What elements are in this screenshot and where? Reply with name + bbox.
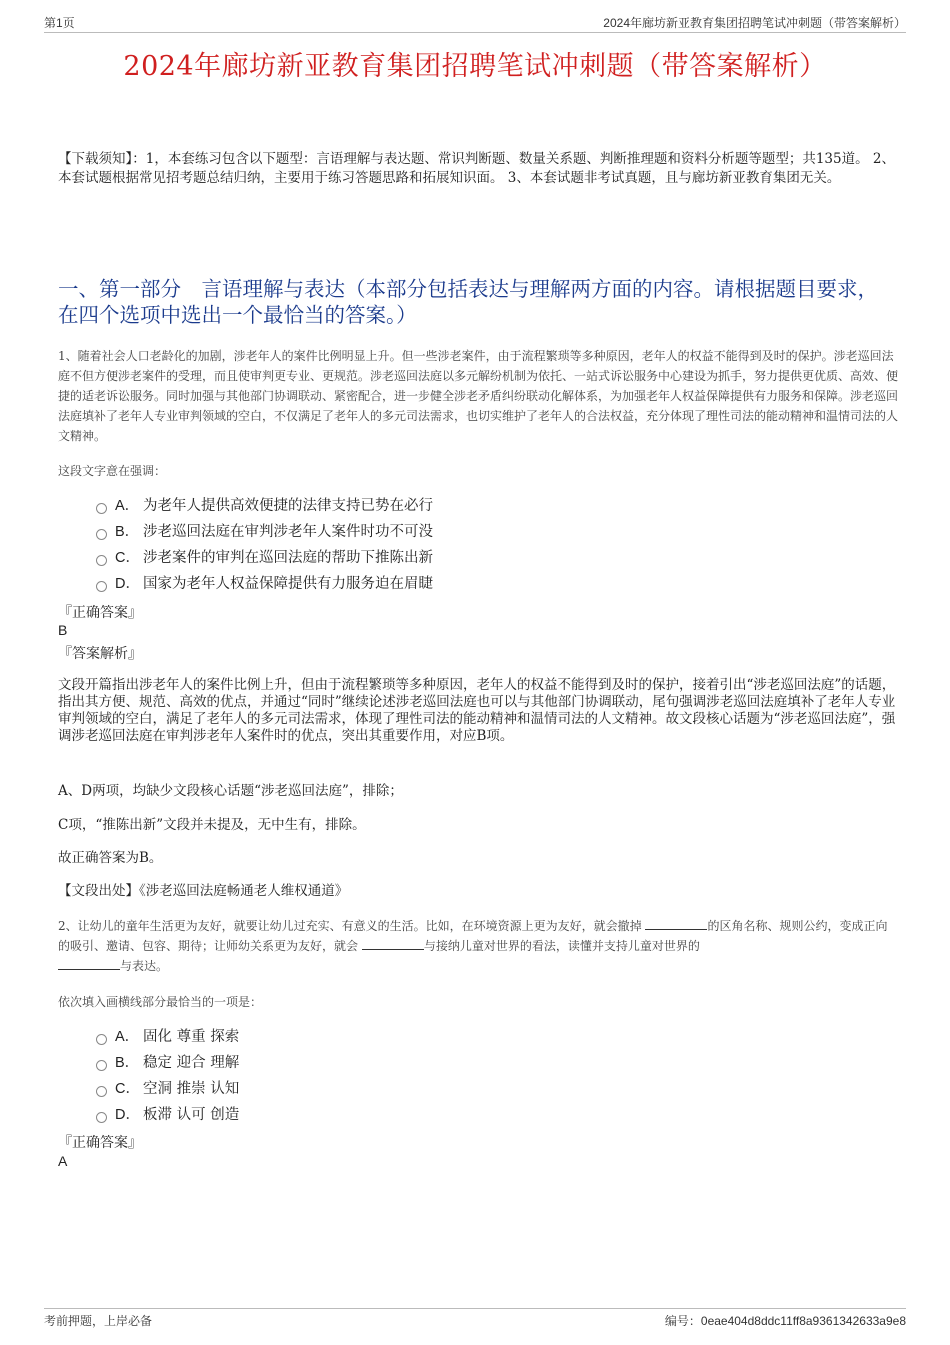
answer-value: A xyxy=(58,1153,68,1169)
question-2-stem: 依次填入画横线部分最恰当的一项是： xyxy=(58,995,263,1009)
page-footer xyxy=(44,1312,906,1330)
analysis-line: A、D两项，均缺少文段核心话题“涉老巡回法庭”，排除； xyxy=(58,783,403,799)
download-notice: 【下载须知】：1，本套练习包含以下题型：言语理解与表达题、常识判断题、数量关系题、判断推理题和资料分析题等题型；共135道。 2、本套试题根据常见招考题总结归纳，主要用于练习答题思路和拓展知识面。 3、本套试题非考试真题，且与廊坊新亚教育集团无关。 xyxy=(58,151,895,186)
radio-icon[interactable] xyxy=(96,529,107,540)
analysis-label: 『答案解析』 xyxy=(58,646,142,662)
option-d[interactable]: D． 板滞 认可 创造 xyxy=(96,1102,596,1128)
option-a[interactable]: A． 固化 尊重 探索 xyxy=(96,1024,596,1050)
fill-blank xyxy=(645,917,707,930)
fill-blank xyxy=(362,937,424,950)
analysis-line: C项，“推陈出新”文段并未提及，无中生有，排除。 xyxy=(58,817,366,833)
page-number: 第1页 xyxy=(44,16,75,30)
analysis-line: 故正确答案为B。 xyxy=(58,850,163,866)
option-c[interactable]: C． 涉老案件的审判在巡回法庭的帮助下推陈出新 xyxy=(96,545,596,571)
fill-blank xyxy=(58,957,120,970)
document-id: 编号：0eae404d8ddc11ff8a9361342633a9e8 xyxy=(664,1314,906,1328)
section-heading: 一、第一部分 言语理解与表达（本部分包括表达与理解两方面的内容。请根据题目要求，在四个选项中选出一个最恰当的答案。） xyxy=(58,277,878,327)
radio-icon[interactable] xyxy=(96,1112,107,1123)
document-title: 2024年廊坊新亚教育集团招聘笔试冲刺题（带答案解析） xyxy=(123,51,827,82)
option-d[interactable]: D． 国家为老年人权益保障提供有力服务迫在眉睫 xyxy=(96,571,596,597)
option-b[interactable]: B． 涉老巡回法庭在审判涉老年人案件时功不可没 xyxy=(96,519,596,545)
answer-label: 『正确答案』 xyxy=(58,605,142,621)
question-1-options xyxy=(96,493,596,597)
answer-value: B xyxy=(58,622,68,638)
answer-label: 『正确答案』 xyxy=(58,1135,142,1151)
option-c[interactable]: C． 空洞 推崇 认知 xyxy=(96,1076,596,1102)
question-2-text: 2、让幼儿的童年生活更为友好，就要让幼儿过充实、有意义的生活。比如，在环境资源上更为友好，就会撤掉 的区角名称、规则公约，变成正向的吸引、邀请、包容、期待；让师幼关系更为友好，就会 与接纳儿童对世界的看法，读懂并支持儿童对世界的 与表达。 xyxy=(58,919,888,973)
question-1-text: 1、随着社会人口老龄化的加剧，涉老年人的案件比例明显上升。但一些涉老案件，由于流程繁琐等多种原因，老年人的权益不能得到及时的保护。涉老巡回法庭不但方便涉老案件的受理，而且使审判更专业、更规范。涉老巡回法庭以多元解纷机制为依托、一站式诉讼服务中心建设为抓手，努力提供更优质、高效、便捷的适老诉讼服务。同时加强与其他部门协调联动、紧密配合，进一步健全涉老矛盾纠纷联动化解体系，为加强老年人权益保障提供有力服务和保障。涉老巡回法庭填补了老年人专业审判领域的空白，不仅满足了老年人的多元司法需求，也切实维护了老年人的合法权益，充分体现了理性司法的能动精神和温情司法的人文精神。 xyxy=(58,349,899,443)
analysis-paragraph: 文段开篇指出涉老年人的案件比例上升，但由于流程繁琐等多种原因，老年人的权益不能得到及时的保护，接着引出“涉老巡回法庭”的话题，指出其方便、规范、高效的优点，并通过“同时”继续论述涉老巡回法庭也可以与其他部门协调联动，尾句强调涉老巡回法庭填补了老年人专业审判领域的空白，满足了老年人的多元司法需求，体现了理性司法的能动精神和温情司法的人文精神。故文段核心话题为“涉老巡回法庭”，强调涉老巡回法庭在审判涉老年人案件时的优点，突出其重要作用，对应B项。 xyxy=(58,677,896,744)
page-header xyxy=(44,14,906,32)
radio-icon[interactable] xyxy=(96,581,107,592)
question-1-stem: 这段文字意在强调： xyxy=(58,464,167,478)
option-b[interactable]: B． 稳定 迎合 理解 xyxy=(96,1050,596,1076)
radio-icon[interactable] xyxy=(96,555,107,566)
header-divider xyxy=(44,32,906,33)
footer-divider xyxy=(44,1308,906,1309)
header-doc-title: 2024年廊坊新亚教育集团招聘笔试冲刺题（带答案解析） xyxy=(603,16,906,30)
radio-icon[interactable] xyxy=(96,1060,107,1071)
radio-icon[interactable] xyxy=(96,1034,107,1045)
radio-icon[interactable] xyxy=(96,1086,107,1097)
source-line: 【文段出处】《涉老巡回法庭畅通老人维权通道》 xyxy=(58,883,349,899)
option-a[interactable]: A． 为老年人提供高效便捷的法律支持已势在必行 xyxy=(96,493,596,519)
radio-icon[interactable] xyxy=(96,503,107,514)
footer-slogan: 考前押题，上岸必备 xyxy=(44,1314,153,1328)
question-2-options xyxy=(96,1024,596,1128)
